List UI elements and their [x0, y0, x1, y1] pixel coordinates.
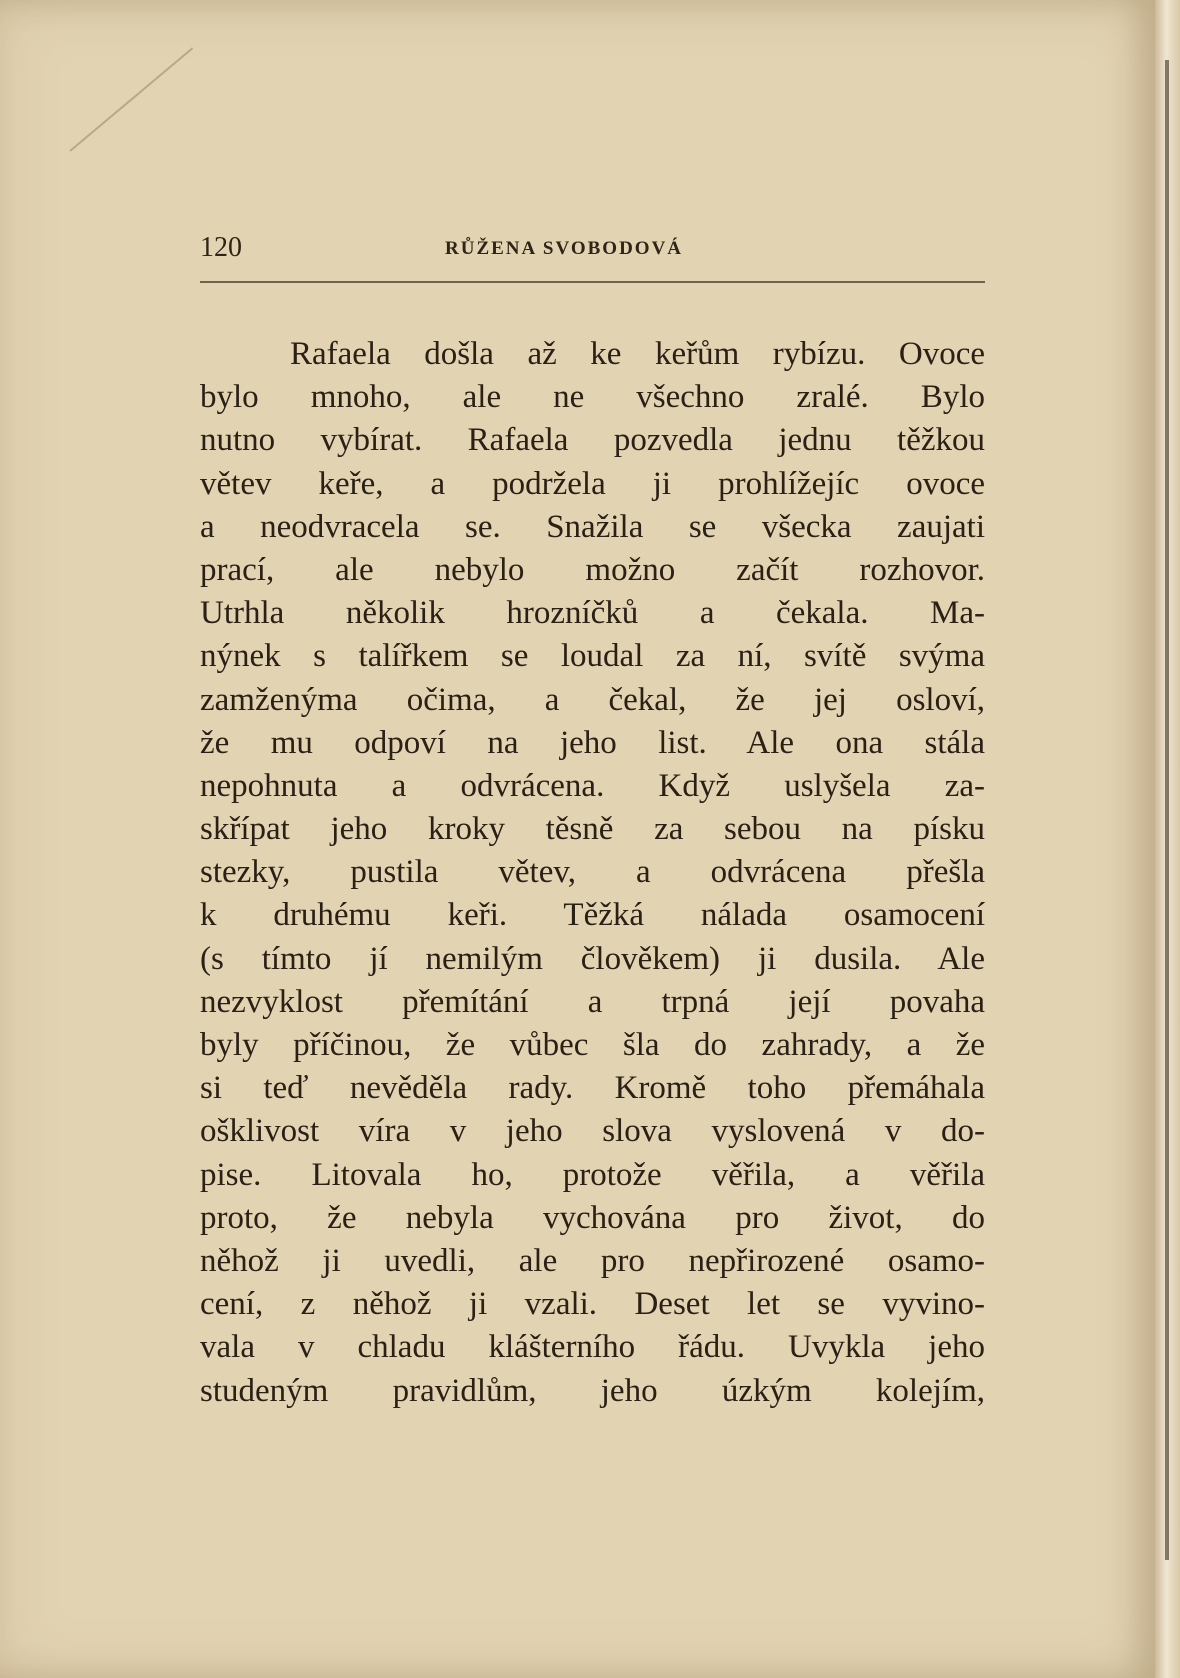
running-head: RŮŽENA SVOBODOVÁ: [445, 238, 684, 259]
text-line: (s tímto jí nemilým člověkem) ji dusila. Ale: [200, 940, 985, 977]
margin-stain: [69, 47, 193, 151]
text-line: Rafaela došla až ke keřům rybízu. Ovoce: [290, 336, 985, 372]
text-line: nepohnuta a odvrácena. Když uslyšela za-: [200, 767, 985, 804]
binding-edge-line: [1165, 60, 1169, 1560]
text-line: vala v chladu klášterního řádu. Uvykla jeho: [200, 1329, 985, 1366]
text-line: že mu odpoví na jeho list. Ale ona stála: [200, 724, 985, 761]
text-line: Utrhla několik hrozníčků a čekala. Ma-: [200, 595, 985, 632]
text-line: stezky, pustila větev, a odvrácena přešla: [200, 854, 985, 891]
text-line: bylo mnoho, ale ne všechno zralé. Bylo: [200, 379, 985, 416]
text-line: zamženýma očima, a čekal, že jej osloví,: [200, 681, 985, 718]
text-line: nýnek s talířkem se loudal za ní, svítě svýma: [200, 638, 985, 675]
header-rule: [200, 281, 985, 283]
text-line: pise. Litovala ho, protože věřila, a věřila: [200, 1156, 985, 1193]
text-line: proto, že nebyla vychována pro život, do: [200, 1199, 985, 1236]
text-line: skřípat jeho kroky těsně za sebou na písku: [200, 811, 985, 848]
text-line: ošklivost víra v jeho slova vyslovená v do-: [200, 1113, 985, 1150]
text-line: studeným pravidlům, jeho úzkým kolejím,: [200, 1372, 985, 1409]
page-header: [200, 232, 985, 266]
text-line: a neodvracela se. Snažila se všecka zaujati: [200, 508, 985, 545]
page-edge: [1155, 0, 1180, 1678]
text-line: nezvyklost přemítání a trpná její povaha: [200, 983, 985, 1020]
text-line: prací, ale nebylo možno začít rozhovor.: [200, 551, 985, 588]
text-line: nutno vybírat. Rafaela pozvedla jednu těžkou: [200, 422, 985, 459]
body-text: [200, 333, 985, 1413]
text-line: cení, z něhož ji vzali. Deset let se vyvino-: [200, 1286, 985, 1323]
text-line: si teď nevěděla rady. Kromě toho přemáhala: [200, 1070, 985, 1107]
page-number: 120: [200, 232, 242, 263]
text-line: větev keře, a podržela ji prohlížejíc ovoce: [200, 465, 985, 502]
text-line: k druhému keři. Těžká nálada osamocení: [200, 897, 985, 934]
text-line: něhož ji uvedli, ale pro nepřirozené osamo-: [200, 1242, 985, 1279]
text-line: byly příčinou, že vůbec šla do zahrady, a že: [200, 1027, 985, 1063]
